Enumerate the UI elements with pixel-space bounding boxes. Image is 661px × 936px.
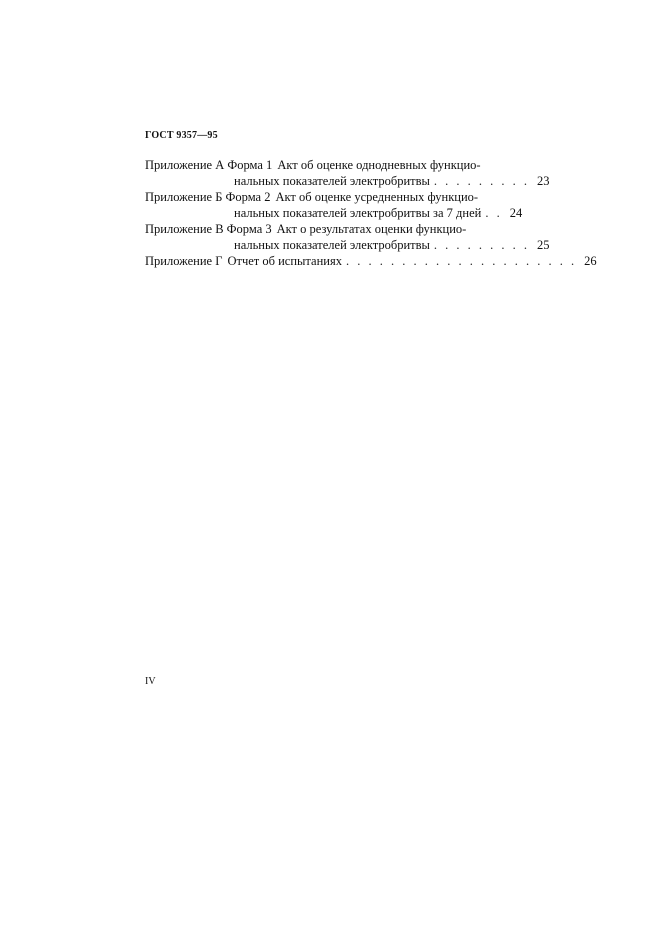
toc-entry-appendix-v xyxy=(145,221,550,253)
toc-entry-title: Акт об оценке однодневных функцио- xyxy=(277,158,481,172)
toc-entry-appendix-a xyxy=(145,157,550,189)
page-number-footer: IV xyxy=(145,676,156,687)
toc-leader-dots: . . . . . . . . . xyxy=(433,238,530,252)
toc-entry-title: Акт об оценке усредненных функцио- xyxy=(275,190,479,204)
toc-entry-title-cont: нальных показателей электробритвы за 7 дней xyxy=(234,206,482,220)
toc-leader-dots: . . . . . . . . . xyxy=(433,174,530,188)
toc-entry-appendix-b xyxy=(145,189,523,221)
toc-entry-title-cont: нальных показателей электробритвы xyxy=(234,238,430,252)
toc-entry-title: Отчет об испытаниях xyxy=(227,254,342,268)
toc-entry-appendix-g xyxy=(145,253,597,269)
toc-entry-label: Приложение В Форма 3 xyxy=(145,222,272,236)
toc-page-number: 26 xyxy=(584,254,597,268)
toc-entry-label: Приложение А Форма 1 xyxy=(145,158,273,172)
toc-page-number: 24 xyxy=(509,206,523,220)
toc-entry-title: Акт о результатах оценки функцио- xyxy=(276,222,467,236)
toc-leader-dots: . . . . . . . . . . . . . . . . . . . . . xyxy=(345,254,577,268)
toc-page-number: 23 xyxy=(537,174,550,188)
toc-page-number: 25 xyxy=(537,238,550,252)
toc-entry-label: Приложение Г xyxy=(145,254,223,268)
table-of-contents xyxy=(145,157,597,269)
toc-entry-label: Приложение Б Форма 2 xyxy=(145,190,271,204)
toc-entry-title-cont: нальных показателей электробритвы xyxy=(234,174,430,188)
toc-leader-dots: . . xyxy=(485,206,503,220)
document-header: ГОСТ 9357—95 xyxy=(145,130,218,141)
